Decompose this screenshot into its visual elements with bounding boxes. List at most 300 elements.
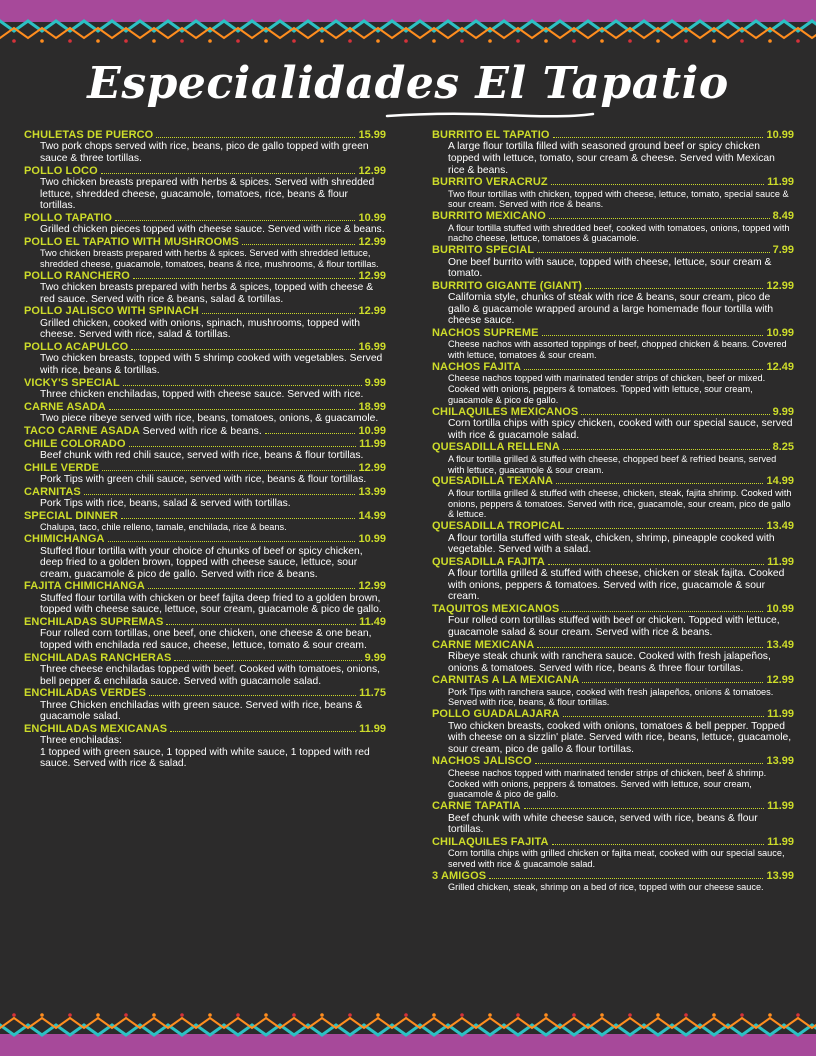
border-dot [488, 39, 492, 43]
decorative-border-top [0, 0, 816, 45]
dotted-leader [102, 470, 355, 471]
border-dot [796, 39, 800, 43]
menu-item [24, 425, 386, 438]
border-dot [796, 1013, 800, 1017]
menu-item-price: 15.99 [358, 129, 386, 141]
border-dot [712, 1013, 716, 1017]
menu-item [24, 129, 386, 165]
menu-item [432, 870, 794, 893]
border-dot [292, 39, 296, 43]
dotted-leader [242, 244, 356, 245]
menu-item [24, 212, 386, 236]
border-dot [208, 39, 212, 43]
menu-item-header [432, 836, 794, 848]
border-dot [376, 1013, 380, 1017]
border-dot [544, 39, 548, 43]
menu-item [24, 486, 386, 510]
menu-item-description: Cheese nachos topped with marinated tender strips of chicken, beef or mixed. Cooked with onions, peppers & tomatoes. Topped with lettuce, sour cream, guacamole & pico de gallo. [448, 373, 766, 405]
menu-item-header [24, 580, 386, 592]
menu-item-description: Grilled chicken, steak, shrimp on a bed of rice, topped with our cheese sauce. [448, 882, 764, 893]
menu-item-price: 10.99 [766, 129, 794, 141]
menu-item-name: CHILE COLORADO [24, 437, 126, 450]
dotted-leader [115, 220, 355, 221]
dotted-leader [585, 288, 763, 289]
border-dot [12, 39, 16, 43]
menu-item-header [432, 176, 794, 188]
border-dot [768, 1013, 772, 1017]
menu-item-inline-description: Served with rice & beans. [142, 425, 262, 437]
dotted-leader [537, 252, 769, 253]
menu-item-description: Cheese nachos with assorted toppings of beef, chopped chicken & beans. Covered with lettuce, tomatoes & sour cream. [448, 339, 787, 361]
menu-item-price: 11.99 [767, 708, 794, 721]
dotted-leader [563, 449, 770, 450]
menu-item-header [24, 341, 386, 353]
menu-item-price: 9.99 [772, 405, 794, 418]
menu-item [24, 510, 386, 533]
dotted-leader [535, 763, 764, 764]
menu-item-name: NACHOS SUPREME [432, 326, 539, 339]
dotted-leader [108, 541, 356, 542]
menu-item-price: 10.99 [358, 533, 386, 546]
menu-item-price: 13.99 [358, 485, 386, 498]
menu-item-price: 11.49 [359, 615, 386, 628]
menu-item-header [24, 401, 386, 413]
menu-item [432, 280, 794, 327]
border-dot [572, 39, 576, 43]
menu-item-description: Two chicken breasts, cooked with onions, tomatoes & bell pepper. Topped with cheese on a sizzlin' plate. Served with rice, beans, lettuce, guacamole, sour cream, pico de gallo & flour tortillas. [448, 720, 792, 755]
menu-item [432, 475, 794, 520]
menu-item-description: Four rolled corn tortillas stuffed with beef or chicken. Topped with lettuce, guacamole salad & sour cream. Served with rice & beans. [448, 615, 780, 638]
menu-item [24, 616, 386, 652]
border-dot [96, 1013, 100, 1017]
menu-item-header [24, 438, 386, 450]
border-dot [320, 1013, 324, 1017]
menu-item-name: POLLO GUADALAJARA [432, 708, 560, 721]
dotted-leader [202, 313, 356, 314]
menu-item-description: Two chicken breasts prepared with herbs & spices. Served with shredded lettuce, shredded cheese, guacamole, tomatoes, beans & rice, mushrooms, & flour tortillas. [40, 248, 379, 269]
border-dot [768, 39, 772, 43]
menu-item-header [24, 486, 386, 498]
menu-item-name: CHILAQUILES FAJITA [432, 835, 549, 848]
menu-item-description: Three Chicken enchiladas with green sauce. Served with rice, beans & guacamole salad. [40, 699, 363, 723]
menu-item [24, 652, 386, 688]
menu-item-header [432, 361, 794, 373]
menu-item-header [432, 755, 794, 767]
dotted-leader [148, 588, 356, 589]
menu-item [24, 165, 386, 212]
menu-item-price: 12.99 [766, 279, 794, 292]
menu-item-price: 12.99 [358, 305, 386, 318]
border-dot [236, 39, 240, 43]
border-dot [572, 1013, 576, 1017]
menu-item-price: 10.99 [766, 602, 794, 615]
menu-item-description: Corn tortilla chips with spicy chicken, cooked with our special sauce, served with rice & guacamole salad. [448, 418, 793, 441]
dotted-leader [489, 878, 763, 879]
menu-item-price: 13.99 [766, 869, 794, 882]
menu-item-price: 11.99 [767, 176, 794, 189]
menu-item-name: QUESADILLA FAJITA [432, 555, 545, 568]
menu-item-description: Pork Tips with green chili sauce, served with rice, beans & flour tortillas. [40, 474, 367, 486]
dotted-leader [524, 369, 763, 370]
menu-item-name: POLLO RANCHERO [24, 269, 130, 282]
menu-item-description: A flour tortilla stuffed with steak, chicken, shrimp, pineapple cooked with vegetable. Served with a salad. [448, 532, 775, 556]
menu-item-price: 11.99 [767, 835, 794, 848]
dotted-leader [156, 137, 355, 138]
menu-item [432, 406, 794, 442]
menu-item-name: TACO CARNE ASADA Served with rice & beans. [24, 424, 262, 437]
menu-item [432, 800, 794, 836]
menu-item-header [432, 708, 794, 720]
dotted-leader [551, 184, 764, 185]
border-dot [600, 1013, 604, 1017]
menu-item-name: CARNITAS [24, 485, 81, 498]
menu-item-header [432, 280, 794, 292]
menu-item-header [432, 870, 794, 882]
menu-item-name: POLLO LOCO [24, 164, 98, 177]
border-dot [684, 39, 688, 43]
border-dot [432, 39, 436, 43]
dotted-leader [562, 611, 763, 612]
menu-item-description: Two chicken breasts prepared with herbs & spices. Served with shredded lettuce, shredded cheese, guacamole, tomatoes, rice, beans & flour tortillas. [40, 177, 375, 212]
dotted-leader [121, 518, 355, 519]
menu-item-header [24, 462, 386, 474]
menu-item-name: BURRITO VERACRUZ [432, 176, 548, 189]
dotted-leader [537, 647, 763, 648]
dotted-leader [556, 483, 763, 484]
menu-item-name: CHILAQUILES MEXICANOS [432, 405, 579, 418]
menu-item-price: 10.99 [358, 424, 386, 437]
menu-item-name: QUESADILLA TROPICAL [432, 520, 565, 533]
menu-item-price: 12.99 [766, 674, 794, 687]
menu-item-header [24, 616, 386, 628]
dotted-leader [133, 278, 356, 279]
border-dot [124, 1013, 128, 1017]
menu-item-price: 13.49 [766, 638, 794, 651]
menu-item-price: 16.99 [358, 340, 386, 353]
menu-item [24, 401, 386, 425]
dotted-leader [581, 414, 769, 415]
menu-item-description: Two flour tortillas with chicken, topped with cheese, lettuce, tomato, special sauce & sour cream. Served with rice & beans. [448, 188, 789, 210]
border-dot [460, 39, 464, 43]
menu-item-header [24, 723, 386, 735]
dotted-leader [524, 808, 764, 809]
menu-item-header [432, 800, 794, 812]
menu-item-price: 10.99 [358, 211, 386, 224]
dotted-leader [101, 173, 356, 174]
menu-item-description: Beef chunk with red chili sauce, served with rice, beans & flour tortillas. [40, 450, 364, 462]
menu-item-name: POLLO JALISCO WITH SPINACH [24, 305, 199, 318]
border-dot [264, 39, 268, 43]
menu-item-description: Ribeye steak chunk with ranchera sauce. Cooked with fresh jalapeños, onions & tomatoes. Served with rice, beans & three flour tortillas. [448, 650, 771, 674]
border-dot [432, 1013, 436, 1017]
border-dot [656, 39, 660, 43]
dotted-leader [149, 695, 356, 696]
menu-item-header [432, 674, 794, 686]
menu-item-description: Three chicken enchiladas, topped with cheese sauce. Served with rice. [40, 388, 364, 400]
border-dot [740, 39, 744, 43]
menu-item-price: 12.49 [766, 360, 794, 373]
menu-item-name: 3 AMIGOS [432, 869, 487, 882]
border-dot [516, 39, 520, 43]
border-dot [656, 1013, 660, 1017]
border-dot [236, 1013, 240, 1017]
menu-item [24, 305, 386, 341]
dotted-leader [84, 494, 356, 495]
menu-item-price: 11.99 [767, 800, 794, 813]
menu-item-name: CARNE ASADA [24, 400, 106, 413]
menu-item-name: VICKY'S SPECIAL [24, 376, 120, 389]
menu-item-name: CHILE VERDE [24, 461, 100, 474]
menu-item-description: Two chicken breasts prepared with herbs & spices, topped with cheese & red sauce. Served with rice & beans, salad & tortillas. [40, 282, 374, 305]
menu-item-price: 12.99 [358, 235, 386, 248]
border-dot [208, 1013, 212, 1017]
menu-item-name: BURRITO EL TAPATIO [432, 129, 550, 141]
menu-item [432, 441, 794, 475]
menu-item-description: A flour tortilla grilled & stuffed with cheese, chicken, steak, fajita shrimp. Cooked with onions, peppers & tomatoes. Served with rice, guacamole, sour cream, pico de gallo & lettuce. [448, 487, 792, 520]
menu-item-description: Chalupa, taco, chile relleno, tamale, enchilada, rice & beans. [40, 522, 287, 533]
menu-item-name: POLLO EL TAPATIO WITH MUSHROOMS [24, 235, 239, 248]
menu-item-description: Grilled chicken pieces topped with cheese sauce. Served with rice & beans. [40, 224, 385, 236]
dotted-leader [170, 731, 356, 732]
dotted-leader [582, 682, 763, 683]
menu-item-name: TAQUITOS MEXICANOS [432, 602, 560, 615]
menu-item [432, 520, 794, 556]
menu-item-description: Stuffed flour tortilla with your choice of chunks of beef or spicy chicken, deep fried to a golden brown, topped with cheese sauce, lettuce, sour cream, guacamole & pico de gallo. Served with rice & beans. [40, 545, 363, 580]
menu-item-description: California style, chunks of steak with rice & beans, sour cream, pico de gallo & guacamole wrapped around a large homemade flour tortilla with cheese sauce. [448, 292, 774, 327]
border-dot [376, 39, 380, 43]
menu-item-header [24, 425, 386, 438]
menu-item-description: Grilled chicken, cooked with onions, spinach, mushrooms, topped with cheese. Served with rice, salad & tortillas. [40, 317, 360, 341]
menu-item-header [432, 129, 794, 141]
menu-item-name: ENCHILADAS VERDES [24, 687, 147, 700]
menu-item [24, 580, 386, 616]
menu-item-description: Four rolled corn tortillas, one beef, one chicken, one cheese & one bean, topped with enchilada red sauce, cheese, lettuce, tomato & sour cream. [40, 628, 372, 651]
menu-item-name: ENCHILADAS SUPREMAS [24, 615, 164, 628]
menu-item-header [432, 475, 794, 487]
menu-item-header [24, 212, 386, 224]
menu-item-name: CHULETAS DE PUERCO [24, 129, 154, 141]
menu-item-name: ENCHILADAS MEXICANAS [24, 722, 168, 735]
menu-item-price: 10.99 [766, 326, 794, 339]
menu-item-price: 9.99 [364, 651, 386, 664]
menu-item-name: CHIMICHANGA [24, 533, 105, 546]
menu-item-name: CARNITAS A LA MEXICANA [432, 674, 580, 687]
menu-item-header [24, 305, 386, 317]
border-dot [628, 39, 632, 43]
menu-item-name: ENCHILADAS RANCHERAS [24, 651, 172, 664]
border-dot [12, 1013, 16, 1017]
border-dot [68, 39, 72, 43]
menu-item-price: 14.99 [358, 509, 386, 522]
menu-item-name: CARNE TAPATIA [432, 800, 521, 813]
menu-item-price: 8.25 [772, 441, 794, 454]
menu-item-header [432, 639, 794, 651]
border-dot [152, 39, 156, 43]
menu-item-description: Corn tortilla chips with grilled chicken or fajita meat, cooked with our special sauce, served with rice & guacamole salad. [448, 848, 785, 869]
dotted-leader [265, 433, 356, 434]
menu-item [432, 129, 794, 176]
menu-item-name: QUESADILLA RELLENA [432, 441, 560, 454]
menu-item-name: NACHOS FAJITA [432, 360, 522, 373]
menu-item [24, 377, 386, 401]
menu-item-header [432, 327, 794, 339]
menu-item [24, 533, 386, 580]
menu-item-price: 11.75 [359, 687, 386, 700]
border-dot [628, 1013, 632, 1017]
menu-item-description: A flour tortilla stuffed with shredded beef, cooked with tomatoes, onions, topped with nacho cheese, lettuce, tomatoes & guacamole. [448, 222, 790, 244]
page-title: Especialidades El Tapatio [87, 58, 729, 109]
menu-item-name: POLLO ACAPULCO [24, 340, 129, 353]
border-dot [124, 39, 128, 43]
menu-item-price: 11.99 [359, 437, 386, 450]
menu-item-description: Pork Tips with rice, beans, salad & served with tortillas. [40, 498, 291, 510]
border-dot [460, 1013, 464, 1017]
border-dot [544, 1013, 548, 1017]
menu-item-header [24, 510, 386, 522]
menu-item-header [432, 210, 794, 222]
dotted-leader [174, 660, 361, 661]
menu-item [24, 270, 386, 306]
menu-item-description: Three enchiladas: 1 topped with green sauce, 1 topped with white sauce, 1 topped with red sauce. Served with rice & salad. [40, 735, 370, 770]
menu-item-name: BURRITO SPECIAL [432, 244, 535, 257]
menu-item [24, 462, 386, 486]
menu-item-description: Two piece ribeye served with rice, beans, tomatoes, onions, & guacamole. [40, 412, 379, 424]
menu-item-name: FAJITA CHIMICHANGA [24, 580, 145, 593]
menu-item-price: 12.99 [358, 269, 386, 282]
menu-item-name: CARNE MEXICANA [432, 638, 535, 651]
menu-item-description: A flour tortilla grilled & stuffed with cheese, chopped beef & refried beans, served with lettuce, guacamole & sour cream. [448, 453, 777, 475]
menu-item-description: One beef burrito with sauce, topped with cheese, lettuce, sour cream & tomato. [448, 256, 772, 280]
dotted-leader [549, 218, 770, 219]
border-dot [348, 39, 352, 43]
menu-item-header [24, 687, 386, 699]
dotted-leader [567, 528, 763, 529]
menu-item-header [24, 236, 386, 248]
menu-item-price: 7.99 [772, 244, 794, 257]
menu-item [432, 836, 794, 870]
menu-item-price: 14.99 [766, 475, 794, 488]
menu-item-header [432, 406, 794, 418]
menu-item-price: 13.99 [766, 755, 794, 768]
dotted-leader [553, 137, 764, 138]
dotted-leader [552, 844, 765, 845]
border-dot [292, 1013, 296, 1017]
border-dot [516, 1013, 520, 1017]
menu-item [432, 556, 794, 603]
border-dot [152, 1013, 156, 1017]
border-dot [96, 39, 100, 43]
menu-item [432, 674, 794, 708]
dotted-leader [131, 349, 355, 350]
border-dot [264, 1013, 268, 1017]
dotted-leader [123, 385, 362, 386]
menu-column-right [432, 129, 794, 893]
border-dot [404, 1013, 408, 1017]
menu-item-description: Stuffed flour tortilla with chicken or beef fajita deep fried to a golden brown, topped with cheese sauce, lettuce, sour cream, guacamole & pico de gallo. [40, 592, 382, 616]
menu-item [432, 755, 794, 800]
border-dot [320, 39, 324, 43]
menu-item [432, 210, 794, 244]
menu-item [24, 438, 386, 462]
menu-item-name: POLLO TAPATIO [24, 211, 113, 224]
menu-item-header [24, 652, 386, 664]
menu-item [432, 176, 794, 210]
menu-item-name: SPECIAL DINNER [24, 509, 119, 522]
menu-item-header [432, 244, 794, 256]
menu-item-header [24, 533, 386, 545]
menu-item-description: Cheese nachos topped with marinated tender strips of chicken, beef & shrimp. Cooked with onions, peppers & tomatoes. Served with lettuce, sour cream, guacamole & pico de gallo. [448, 767, 767, 800]
menu-item-price: 12.99 [358, 580, 386, 593]
menu-item [432, 327, 794, 361]
menu-item-description: Pork Tips with ranchera sauce, cooked with fresh jalapeños, onions & tomatoes. Served with rice, beans, & flour tortillas. [448, 686, 774, 708]
menu-item-header [24, 377, 386, 389]
border-dot [348, 1013, 352, 1017]
menu-item-price: 8.49 [772, 210, 794, 223]
dotted-leader [129, 446, 356, 447]
menu-column-left [24, 129, 386, 770]
dotted-leader [548, 564, 764, 565]
menu-item-description: Two pork chops served with rice, beans, pico de gallo topped with green sauce & three tortillas. [40, 141, 369, 164]
menu-item-header [24, 165, 386, 177]
menu-item [432, 603, 794, 639]
menu-item-name: BURRITO MEXICANO [432, 210, 546, 223]
menu-item [24, 236, 386, 270]
menu-item-header [432, 441, 794, 453]
menu-item-description: Three cheese enchiladas topped with beef. Cooked with tomatoes, onions, bell pepper & enchilada sauce. Served with guacamole salad. [40, 663, 381, 687]
border-dot [180, 1013, 184, 1017]
menu-item-description: Beef chunk with white cheese sauce, served with rice, beans & flour tortillas. [448, 812, 758, 836]
menu-item-header [432, 603, 794, 615]
menu-item-price: 12.99 [358, 461, 386, 474]
dotted-leader [542, 335, 764, 336]
dotted-leader [563, 716, 764, 717]
menu-item-name: NACHOS JALISCO [432, 755, 532, 768]
menu-item-header [24, 129, 386, 141]
menu-item-description: A large flour tortilla filled with seasoned ground beef or spicy chicken topped with lettuce, tomato, sour cream & cheese. Served with Mexican rice & beans. [448, 141, 775, 176]
menu-item-name: BURRITO GIGANTE (GIANT) [432, 279, 582, 292]
border-dot [40, 39, 44, 43]
menu-item [432, 708, 794, 755]
decorative-border-bottom [0, 1011, 816, 1056]
menu-item-header [432, 520, 794, 532]
border-dot [740, 1013, 744, 1017]
border-dot [180, 39, 184, 43]
border-dot [712, 39, 716, 43]
menu-item [432, 244, 794, 280]
menu-item-name: QUESADILLA TEXANA [432, 475, 554, 488]
menu-item-price: 18.99 [358, 400, 386, 413]
menu-item-description: A flour tortilla grilled & stuffed with cheese, chicken or steak fajita. Cooked with onions, peppers & tomatoes. Served with rice, guacamole & sour cream. [448, 568, 785, 603]
menu-item-price: 9.99 [364, 376, 386, 389]
menu-item-header [24, 270, 386, 282]
menu-item-price: 13.49 [766, 520, 794, 533]
dotted-leader [166, 624, 356, 625]
menu-item [24, 341, 386, 377]
menu-item-description: Two chicken breasts, topped with 5 shrimp cooked with vegetables. Served with rice, beans & tortillas. [40, 353, 383, 376]
border-dot [684, 1013, 688, 1017]
dotted-leader [109, 409, 355, 410]
title-swash [385, 112, 595, 118]
menu-item-price: 11.99 [359, 722, 386, 735]
menu-item [24, 723, 386, 770]
border-dot [488, 1013, 492, 1017]
menu-item [24, 687, 386, 723]
menu-item-header [432, 556, 794, 568]
menu-item [432, 639, 794, 675]
border-dot [68, 1013, 72, 1017]
menu-item-price: 11.99 [767, 555, 794, 568]
border-dot [40, 1013, 44, 1017]
